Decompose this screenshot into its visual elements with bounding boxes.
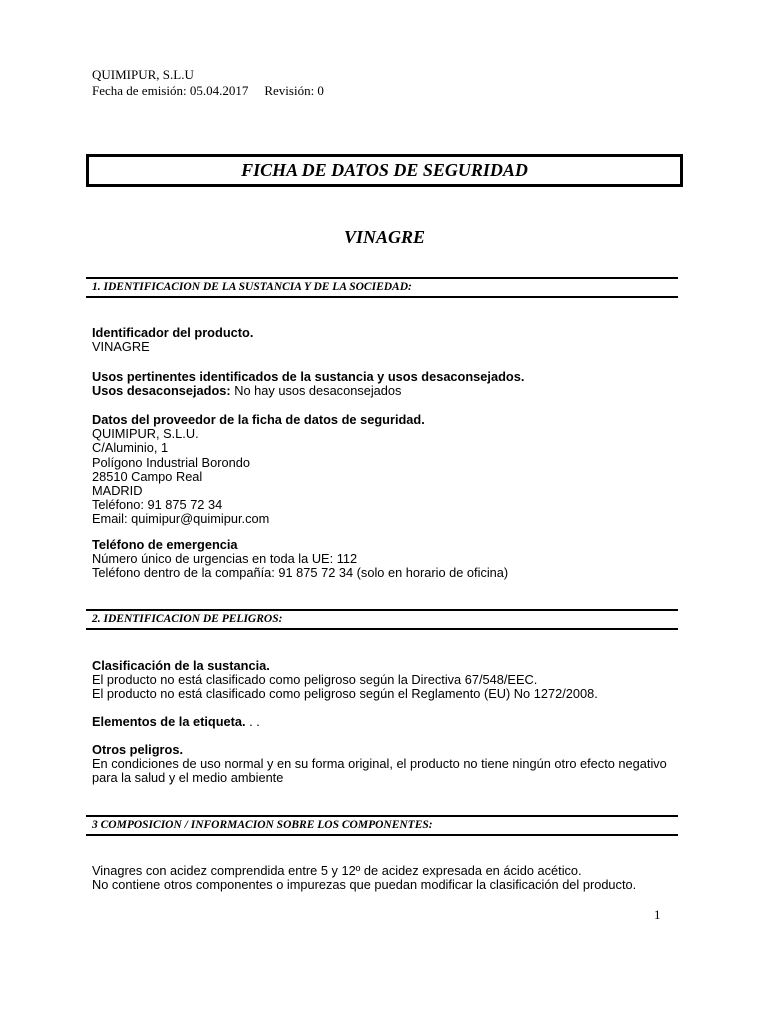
section-2-heading: 2. IDENTIFICACION DE PELIGROS: xyxy=(86,609,678,630)
section-2-clasificacion xyxy=(92,659,692,702)
product-name: VINAGRE xyxy=(343,227,426,247)
elementos-label: Elementos de la etiqueta. xyxy=(92,714,246,729)
proveedor-line: Email: quimipur@quimipur.com xyxy=(92,511,270,527)
section-1-identificador xyxy=(92,326,692,354)
usos-desaconsejados: Usos desaconsejados: No hay usos desaconsejados xyxy=(92,383,402,399)
document-header xyxy=(92,67,324,99)
proveedor-line: QUIMIPUR, S.L.U. xyxy=(92,426,199,442)
otros-line: En condiciones de uso normal y en su forma original, el producto no tiene ningún otro efecto negativo xyxy=(92,756,667,772)
usos-label: Usos pertinentes identificados de la sustancia y usos desaconsejados. xyxy=(92,369,525,384)
revision: Revisión: 0 xyxy=(264,83,324,98)
section-2-otros xyxy=(92,743,692,786)
section-1-emergencia xyxy=(92,538,692,581)
elementos-suffix: . . xyxy=(245,714,260,729)
section-2-elementos xyxy=(92,715,692,729)
proveedor-line: MADRID xyxy=(92,483,143,499)
proveedor-line: Teléfono: 91 875 72 34 xyxy=(92,497,223,513)
section-1-usos xyxy=(92,370,692,398)
emergencia-line: Teléfono dentro de la compañía: 91 875 72 34 (solo en horario de oficina) xyxy=(92,565,509,581)
otros-line: para la salud y el medio ambiente xyxy=(92,770,284,786)
emergencia-line: Número único de urgencias en toda la UE: 112 xyxy=(92,551,358,567)
composicion-line: No contiene otros componentes o impurezas que puedan modificar la clasificación del producto. xyxy=(92,877,637,893)
emergencia-label: Teléfono de emergencia xyxy=(92,537,238,552)
proveedor-line: 28510 Campo Real xyxy=(92,468,203,484)
otros-label: Otros peligros. xyxy=(92,742,184,757)
company-name: QUIMIPUR, S.L.U xyxy=(92,67,194,82)
identificador-value: VINAGRE xyxy=(92,339,150,355)
clasificacion-line: El producto no está clasificado como peligroso según la Directiva 67/548/EEC. xyxy=(92,672,538,688)
section-1-proveedor xyxy=(92,413,692,527)
proveedor-label: Datos del proveedor de la ficha de datos de seguridad. xyxy=(92,412,425,427)
proveedor-line: C/Aluminio, 1 xyxy=(92,440,169,456)
section-3-body xyxy=(92,864,692,892)
page-number: 1 xyxy=(654,907,661,922)
issue-line xyxy=(92,83,324,99)
section-3-heading: 3 COMPOSICION / INFORMACION SOBRE LOS COMPONENTES: xyxy=(86,815,678,836)
section-1-heading: 1. IDENTIFICACION DE LA SUSTANCIA Y DE LA SOCIEDAD: xyxy=(86,277,678,298)
clasificacion-line: El producto no está clasificado como peligroso según el Reglamento (EU) No 1272/2008. xyxy=(92,686,598,702)
identificador-label: Identificador del producto. xyxy=(92,325,254,340)
document-title: FICHA DE DATOS DE SEGURIDAD xyxy=(86,154,683,187)
clasificacion-label: Clasificación de la sustancia. xyxy=(92,658,270,673)
issue-date: Fecha de emisión: 05.04.2017 xyxy=(92,83,249,98)
composicion-line: Vinagres con acidez comprendida entre 5 y 12º de acidez expresada en ácido acético. xyxy=(92,863,582,878)
proveedor-line: Polígono Industrial Borondo xyxy=(92,454,250,470)
